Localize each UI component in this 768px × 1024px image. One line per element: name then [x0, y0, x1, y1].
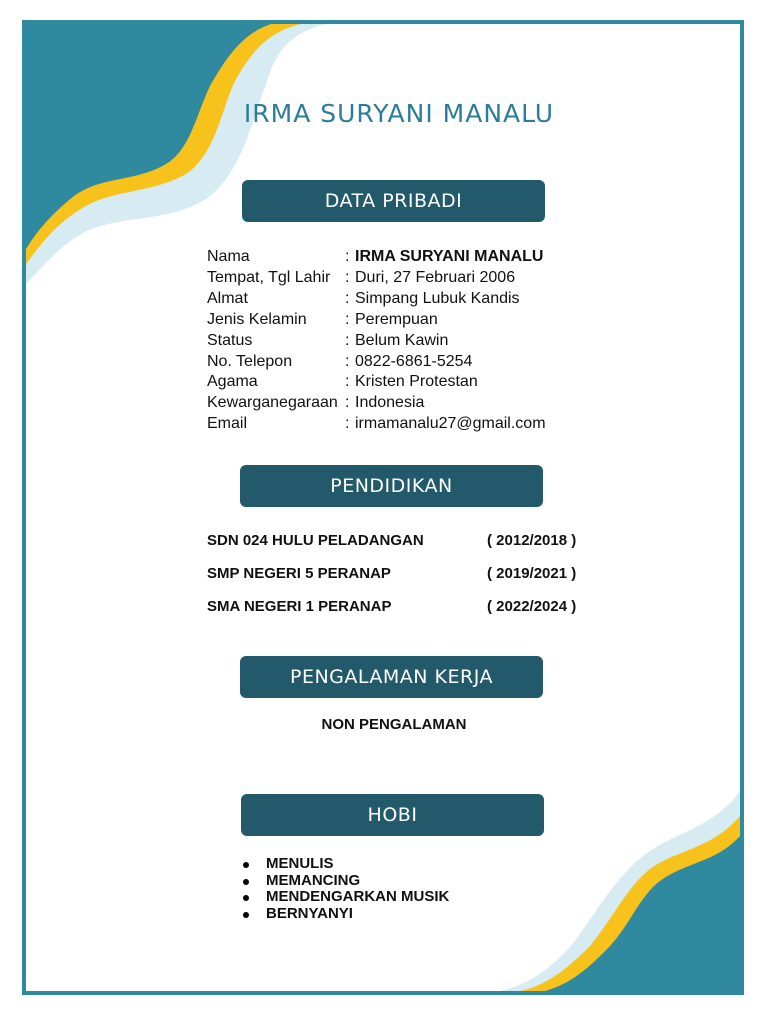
personal-label: Nama — [207, 248, 250, 265]
personal-label: No. Telepon — [207, 352, 293, 370]
personal-label: Status — [207, 331, 253, 349]
personal-value: Perempuan — [355, 310, 438, 328]
personal-row-gender — [207, 310, 546, 331]
personal-colon: : — [345, 289, 350, 307]
personal-label: Tempat, Tgl Lahir — [207, 268, 331, 286]
personal-value: IRMA SURYANI MANALU — [355, 248, 544, 265]
personal-data-header: DATA PRIBADI — [242, 180, 545, 222]
education-years: ( 2022/2024 ) — [487, 598, 577, 615]
personal-row-status — [207, 331, 546, 352]
personal-colon: : — [345, 268, 350, 286]
education-years: ( 2019/2021 ) — [487, 565, 577, 582]
personal-value: Belum Kawin — [355, 331, 449, 349]
personal-data-list — [207, 247, 546, 435]
personal-row-address — [207, 289, 546, 310]
hobby-list — [240, 856, 449, 922]
personal-value: Simpang Lubuk Kandis — [355, 289, 520, 307]
personal-row-birth — [207, 268, 546, 289]
education-school: SMP NEGERI 5 PERANAP — [207, 565, 391, 582]
personal-row-nationality — [207, 393, 546, 414]
personal-colon: : — [345, 394, 350, 412]
personal-colon: : — [345, 248, 350, 265]
personal-value: Indonesia — [355, 394, 425, 412]
personal-colon: : — [345, 352, 350, 370]
hobby-item: MENULIS — [240, 856, 449, 873]
education-school: SDN 024 HULU PELADANGAN — [207, 532, 424, 549]
personal-label: Almat — [207, 289, 248, 307]
personal-value: 0822-6861-5254 — [355, 352, 473, 370]
education-school: SMA NEGERI 1 PERANAP — [207, 598, 392, 615]
personal-value: Duri, 27 Februari 2006 — [355, 268, 516, 286]
personal-label: Email — [207, 415, 248, 433]
personal-label: Kewarganegaraan — [207, 394, 338, 412]
personal-colon: : — [345, 331, 350, 349]
work-experience-header: PENGALAMAN KERJA — [240, 656, 543, 698]
hobbies-header: HOBI — [241, 794, 544, 836]
education-header: PENDIDIKAN — [240, 465, 543, 507]
personal-value: irmamanalu27@gmail.com — [355, 415, 546, 433]
hobby-item: BERNYANYI — [240, 906, 449, 923]
personal-row-email — [207, 414, 546, 435]
personal-colon: : — [345, 373, 350, 391]
personal-row-religion — [207, 372, 546, 393]
personal-row-name — [207, 247, 546, 268]
hobby-item: MEMANCING — [240, 873, 449, 890]
personal-label: Agama — [207, 373, 258, 391]
top-left-wave-decoration — [26, 24, 326, 284]
personal-label: Jenis Kelamin — [207, 310, 307, 328]
page-frame — [22, 20, 744, 995]
education-years: ( 2012/2018 ) — [487, 532, 577, 549]
personal-colon: : — [345, 415, 350, 433]
resume-name-heading: IRMA SURYANI MANALU — [243, 99, 555, 128]
personal-value: Kristen Protestan — [355, 373, 478, 391]
hobby-item: MENDENGARKAN MUSIK — [240, 889, 449, 906]
work-experience-text: NON PENGALAMAN — [321, 716, 467, 733]
personal-row-phone — [207, 352, 546, 373]
personal-colon: : — [345, 310, 350, 328]
